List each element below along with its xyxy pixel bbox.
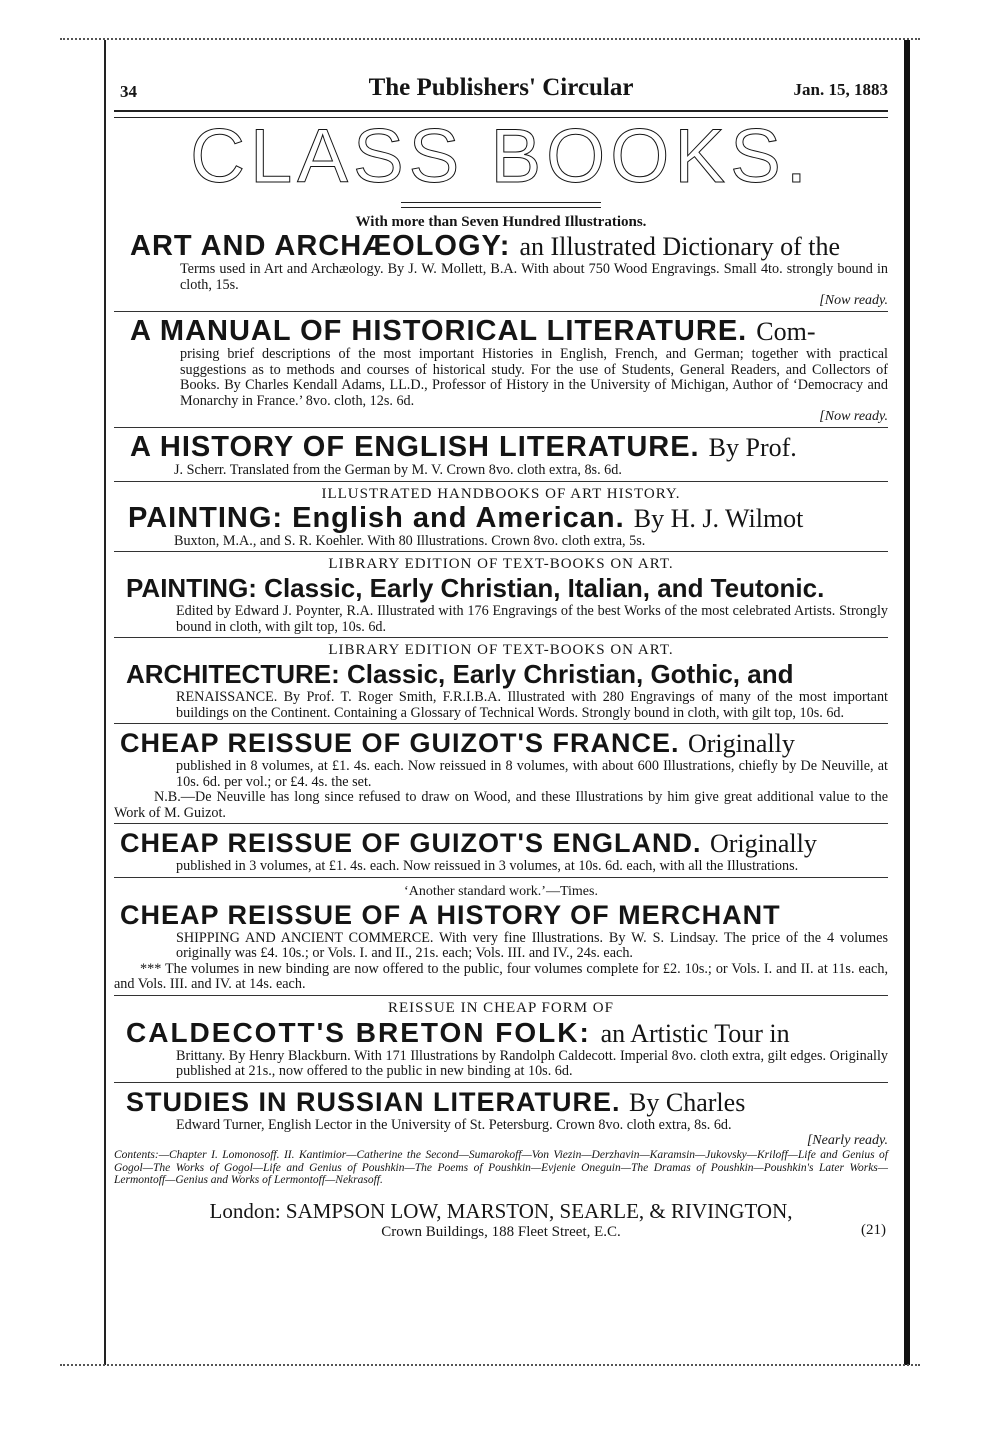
- entry-body: J. Scherr. Translated from the German by M. V. Crown 8vo. cloth extra, 8s. 6d.: [174, 462, 622, 478]
- entry-body: published in 8 volumes, at £1. 4s. each. Now reissued in 8 volumes, with about 600 Illustrations, chiefly by De Neuville, at 10s. 6d. per vol.; or £4. 4s. the set.: [176, 758, 888, 790]
- heading-tail: Originally: [710, 829, 817, 858]
- masthead: CLASS BOOKS.: [190, 114, 812, 199]
- entry-status: [Now ready.: [819, 409, 888, 424]
- book-entry: [114, 1087, 888, 1189]
- entry-pre: ‘Another standard work.’—Times.: [404, 883, 598, 899]
- heading-text: PAINTING: English and American.: [128, 501, 625, 534]
- book-entry: [114, 214, 888, 312]
- entry-heading: [114, 573, 888, 604]
- entry-body: Edward Turner, English Lector in the University of St. Petersburg. Crown 8vo. cloth extra, 8s. 6d.: [176, 1116, 732, 1133]
- entry-status: [Now ready.: [819, 293, 888, 308]
- entry-heading: [114, 231, 888, 262]
- entry-heading: [114, 316, 888, 347]
- heading-text: CHEAP REISSUE OF GUIZOT'S ENGLAND.: [120, 828, 702, 858]
- bottom-border: [60, 1364, 920, 1370]
- issue-date: Jan. 15, 1883: [793, 80, 888, 99]
- page-number: 34: [120, 82, 137, 101]
- entry-heading: [114, 900, 888, 931]
- publisher-address: Crown Buildings, 188 Fleet Street, E.C.: [381, 1223, 621, 1240]
- heading-text: ARCHITECTURE: Classic, Early Christian, Gothic, and: [126, 659, 794, 689]
- entry-note: *** The volumes in new binding are now offered to the public, four volumes complete for £2. 10s.; or Vols. I. and II. at 11s. each, and Vols. III. and IV. at 14s. each.: [114, 960, 888, 992]
- entry-heading: [114, 1017, 888, 1049]
- publisher-line: London: SAMPSON LOW, MARSTON, SEARLE, & RIVINGTON,: [209, 1198, 793, 1223]
- entry-body: Edited by Edward J. Poynter, R.A. Illustrated with 176 Engravings of the best Works of the most celebrated Artists. Strongly bound in cloth, with gilt top, 10s. 6d.: [176, 603, 888, 635]
- entry-body: Buxton, M.A., and S. R. Koehler. With 80 Illustrations. Crown 8vo. cloth extra, 5s.: [174, 532, 646, 549]
- entry-heading: [114, 1087, 888, 1118]
- book-entry: [114, 828, 888, 878]
- ad-number: (21): [861, 1221, 886, 1238]
- entry-pre: REISSUE IN CHEAP FORM OF: [388, 999, 614, 1016]
- entry-body: prising brief descriptions of the most important Histories in English, French, and German; together with practical suggestions as to methods and courses of historical study. For the use of Students, General Readers, and Collectors of Books. By Charles Kendall Adams, LL.D., Professor of History in the University of Michigan, Author of ‘Democracy and Monarchy in France.’ 8vo. cloth, 12s. 6d.: [180, 346, 888, 409]
- entry-heading: [114, 503, 888, 534]
- entry-pre: With more than Seven Hundred Illustrations.: [355, 214, 647, 230]
- entry-contents: Contents:—Chapter I. Lomonosoff. II. Kantimior—Catherine the Second—Sumarokoff—Von Viezin—Derzhavin—Karamsin—Jukovsky—Kriloff—Life and Genius of Gogol—The Works of Gogol—Life and Genius of Poushkin—The Poems of Poushkin—Evjenie Oneguin—The Dramas of Poushkin—Poushkin's Later Works—Lermontoff—Genius and Works of Lermontoff—Nekrasoff.: [114, 1149, 888, 1186]
- publisher-footer: [114, 1199, 888, 1241]
- advert-content: [114, 74, 888, 1241]
- heading-text: A HISTORY OF ENGLISH LITERATURE.: [130, 431, 700, 463]
- entry-body: SHIPPING AND ANCIENT COMMERCE. With very fine Illustrations. By W. S. Lindsay. The price of the 4 volumes originally was £4. 10s.; or Vols. I. and II., 21s. each; Vols. III. and IV., 24s. each.: [176, 929, 888, 961]
- entry-heading: [114, 728, 888, 759]
- heading-text: PAINTING: Classic, Early Christian, Italian, and Teutonic.: [126, 573, 825, 603]
- heading-text: A MANUAL OF HISTORICAL LITERATURE.: [130, 315, 748, 347]
- book-entry: [114, 486, 888, 553]
- entry-body: Brittany. By Henry Blackburn. With 171 Illustrations by Randolph Caldecott. Imperial 8vo. cloth extra, gilt edges. Originally published at 21s., now offered to the public in new binding at 10s. 6d.: [176, 1047, 888, 1079]
- heading-tail: an Artistic Tour in: [600, 1018, 790, 1048]
- heading-text: CHEAP REISSUE OF GUIZOT'S FRANCE.: [120, 728, 680, 758]
- book-entry: [114, 316, 888, 428]
- heading-tail: By Prof.: [708, 433, 797, 462]
- entry-heading: [114, 828, 888, 859]
- book-entry: [114, 432, 888, 482]
- book-entry: [114, 556, 888, 638]
- entry-note: N.B.—De Neuville has long since refused to draw on Wood, and these Illustrations by him give great additional value to the Work of M. Guizot.: [114, 789, 888, 821]
- heading-text: ART AND ARCHÆOLOGY:: [130, 230, 511, 262]
- entry-heading: [114, 432, 888, 463]
- heading-tail: an Illustrated Dictionary of the: [519, 232, 841, 261]
- masthead-rule: [401, 202, 601, 208]
- heading-tail: Com-: [756, 317, 816, 346]
- entry-status: [Nearly ready.: [806, 1133, 888, 1148]
- book-entry: [114, 642, 888, 724]
- entry-body: RENAISSANCE. By Prof. T. Roger Smith, F.R.I.B.A. Illustrated with 280 Engravings of many of the most important buildings on the Continent. Containing a Glossary of Technical Words. Strongly bound in cloth, with gilt top, 10s. 6d.: [176, 689, 888, 721]
- book-entry: [114, 728, 888, 824]
- entry-heading: [114, 659, 888, 690]
- heading-tail: Originally: [688, 729, 795, 758]
- heading-text: STUDIES IN RUSSIAN LITERATURE.: [126, 1086, 621, 1117]
- entry-body: Terms used in Art and Archæology. By J. W. Mollett, B.A. With about 750 Wood Engravings. Small 4to. strongly bound in cloth, 15s.: [180, 261, 888, 293]
- entry-pre: ILLUSTRATED HANDBOOKS OF ART HISTORY.: [321, 485, 681, 502]
- entry-body: published in 3 volumes, at £1. 4s. each. Now reissued in 3 volumes, at 10s. 6d. each, with all the Illustrations.: [176, 858, 799, 874]
- book-entry: [114, 884, 888, 996]
- heading-text: CALDECOTT'S BRETON FOLK:: [126, 1016, 591, 1048]
- heading-tail: By Charles: [629, 1087, 746, 1117]
- entry-pre: LIBRARY EDITION OF TEXT-BOOKS ON ART.: [328, 556, 674, 572]
- heading-tail: By H. J. Wilmot: [633, 503, 804, 533]
- entry-pre: LIBRARY EDITION OF TEXT-BOOKS ON ART.: [328, 642, 674, 658]
- book-entry: [114, 1000, 888, 1083]
- running-header: [114, 74, 888, 102]
- journal-title: The Publishers' Circular: [368, 74, 634, 101]
- heading-text: CHEAP REISSUE OF A HISTORY OF MERCHANT: [120, 899, 781, 930]
